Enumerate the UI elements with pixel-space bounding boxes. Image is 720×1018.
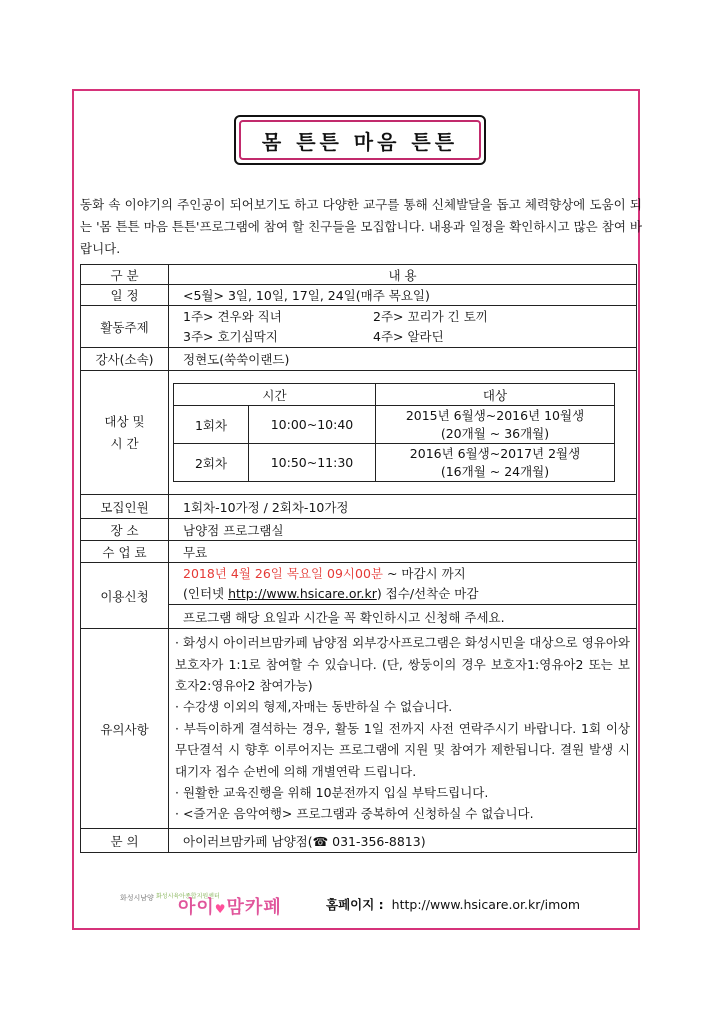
intro-paragraph: 동화 속 이야기의 주인공이 되어보기도 하고 다양한 교구를 통해 신체발달을 돕고 체력향상에 도움이 되는 '몸 튼튼 마음 튼튼'프로그램에 참여 할 친구들을 모집합니다. 내용과 일정을 확인하시고 많은 참여 바랍니다. (80, 197, 642, 256)
notes-label: 유의사항 (81, 629, 169, 829)
apply-deadline: ~ 마감시 까지 (382, 565, 466, 581)
title-box (234, 115, 486, 165)
target-label: 시 간 (110, 435, 139, 451)
recruit-value: 1회차-10가정 / 2회차-10가정 (169, 495, 637, 519)
header-content: 내 용 (169, 265, 637, 285)
schedule-label: 일 정 (81, 285, 169, 306)
header-row (81, 265, 637, 285)
apply-date: 2018년 4월 26일 목요일 09시00분 (183, 565, 383, 581)
fee-label: 수 업 료 (81, 541, 169, 563)
page-title: 몸 튼튼 마음 튼튼 (261, 129, 459, 154)
session-time: 10:50~11:30 (249, 444, 376, 482)
apply-row: 이용신청 2018년 4월 26일 목요일 09시00분 ~ 마감시 까지 (인터넷 http://www.hsicare.or.kr) 접수/선착순 마감 (81, 563, 637, 605)
logo-subcaption: 화성시육아종합지원센터 (156, 893, 220, 900)
instructor-value: 정현도(쑥쑥이랜드) (169, 348, 637, 371)
topic-item: 4주> 알라딘 (373, 328, 444, 344)
fee-row (81, 541, 637, 563)
homepage-label: 홈페이지 : (326, 897, 384, 912)
target-row (81, 371, 637, 495)
logo-caption: 화성시남양 (120, 894, 154, 902)
cafe-logo: 아이♥맘카페 (178, 897, 282, 918)
info-table (80, 264, 637, 853)
session-row (174, 444, 615, 482)
note-item: · 부득이하게 결석하는 경우, 활동 1일 전까지 사전 연락주시기 바랍니다. 1회 이상 무단결석 시 향후 이루어지는 프로그램에 지원 및 참여가 제한됩니다. 결원 발생 시 대기자 접수 순번에 의해 개별연락 드립니다. (175, 720, 630, 779)
topic-item: 2주> 꼬리가 긴 토끼 (373, 308, 488, 324)
homepage-url-link[interactable]: http://www.hsicare.or.kr/imom (391, 897, 581, 912)
header-label: 구 분 (81, 265, 169, 285)
instructor-label: 강사(소속) (81, 348, 169, 371)
session-time: 10:00~10:40 (249, 406, 376, 444)
session-label: 2회차 (174, 444, 249, 482)
session-row (174, 406, 615, 444)
topic-item: 1주> 견우와 직녀 (183, 308, 282, 324)
session-target: 2015년 6월생~2016년 10월생 (405, 407, 585, 423)
instructor-row (81, 348, 637, 371)
session-label: 1회차 (174, 406, 249, 444)
apply-url-link[interactable]: http://www.hsicare.or.kr (228, 585, 377, 601)
inner-header-time: 시간 (174, 384, 376, 406)
notes-row (81, 629, 637, 829)
place-value: 남양점 프로그램실 (169, 519, 637, 541)
note-item: · <즐거운 음악여행> 프로그램과 중복하여 신청하실 수 없습니다. (175, 806, 534, 822)
apply-label: 이용신청 (81, 563, 169, 629)
target-label: 대상 및 (104, 413, 145, 429)
fee-value: 무료 (169, 541, 637, 563)
contact-value: 아이러브맘카페 남양점(☎ 031-356-8813) (169, 829, 637, 853)
place-label: 장 소 (81, 519, 169, 541)
target-table (173, 383, 615, 482)
topics-label: 활동주제 (81, 306, 169, 348)
footer (120, 885, 620, 921)
apply-note: 프로그램 해당 요일과 시간을 꼭 확인하시고 신청해 주세요. (169, 605, 637, 629)
contact-label: 문 의 (81, 829, 169, 853)
schedule-value: <5월> 3일, 10일, 17일, 24일(매주 목요일) (169, 285, 637, 306)
recruit-label: 모집인원 (81, 495, 169, 519)
schedule-row (81, 285, 637, 306)
note-item: · 원활한 교육진행을 위해 10분전까지 입실 부탁드립니다. (175, 785, 489, 801)
heart-icon: ♥ (214, 902, 227, 916)
inner-header-target: 대상 (376, 384, 615, 406)
homepage-info (326, 895, 580, 913)
recruit-row (81, 495, 637, 519)
contact-row (81, 829, 637, 853)
topic-item: 3주> 호기심딱지 (183, 328, 278, 344)
session-target-months: (20개월 ~ 36개월) (440, 425, 550, 441)
note-item: · 수강생 이외의 형제,자매는 동반하실 수 없습니다. (175, 699, 453, 715)
session-target: 2016년 6월생~2017년 2월생 (409, 445, 581, 461)
topics-row (81, 306, 637, 348)
place-row (81, 519, 637, 541)
note-item: · 화성시 아이러브맘카페 남양점 외부강사프로그램은 화성시민을 대상으로 영유아와 보호자가 1:1로 참여할 수 있습니다. (단, 쌍둥이의 경우 보호자1:영유아2 또는 보호자2:영유아2 참여가능) (175, 635, 630, 693)
session-target-months: (16개월 ~ 24개월) (440, 463, 550, 479)
